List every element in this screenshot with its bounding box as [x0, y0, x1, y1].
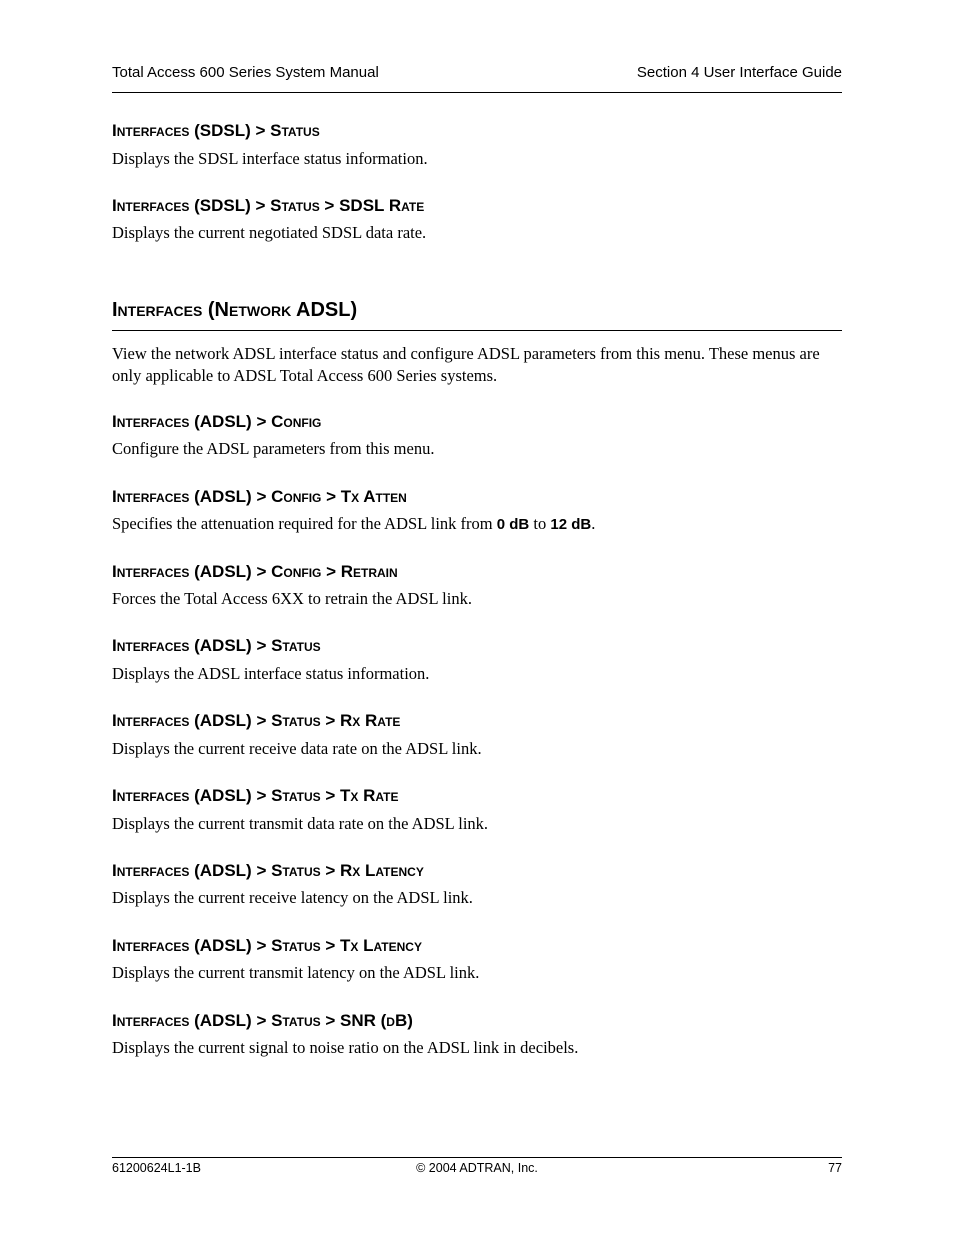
- section-heading: Interfaces (ADSL) > Config > Retrain: [112, 562, 398, 581]
- section-text: Displays the current receive latency on the ADSL link.: [112, 888, 473, 907]
- section-heading: Interfaces (ADSL) > Status > Tx Rate: [112, 786, 399, 805]
- min-attenuation-value: 0 dB: [496, 516, 530, 533]
- text-part: .: [591, 514, 596, 533]
- section-text: Displays the SDSL interface status information.: [112, 149, 428, 168]
- header-section-title: Section 4 User Interface Guide: [636, 64, 842, 81]
- section-text: Displays the ADSL interface status information.: [112, 664, 430, 683]
- text-part: to: [529, 514, 551, 533]
- section-heading: Interfaces (ADSL) > Status > Tx Latency: [112, 936, 422, 955]
- page-footer: [112, 1157, 842, 1179]
- text-part: Specifies the attenuation required for the ADSL link from: [112, 514, 497, 533]
- page-number: 77: [828, 1161, 842, 1175]
- section-text: Displays the current negotiated SDSL data rate.: [112, 223, 427, 242]
- section-text: Forces the Total Access 6XX to retrain the ADSL link.: [112, 589, 472, 608]
- header-manual-title: Total Access 600 Series System Manual: [112, 64, 379, 81]
- section-text: Configure the ADSL parameters from this menu.: [112, 439, 435, 458]
- section-heading: Interfaces (ADSL) > Config: [112, 412, 322, 431]
- section-text: Displays the current signal to noise ratio on the ADSL link in decibels.: [112, 1038, 579, 1057]
- section-heading: Interfaces (ADSL) > Config > Tx Atten: [112, 487, 407, 506]
- max-attenuation-value: 12 dB: [550, 516, 592, 533]
- section-heading: Interfaces (ADSL) > Status > Rx Rate: [112, 711, 401, 730]
- section-text: Displays the current receive data rate on the ADSL link.: [112, 739, 482, 758]
- section-heading: Interfaces (ADSL) > Status: [112, 636, 321, 655]
- section-text: Displays the current transmit data rate on the ADSL link.: [112, 814, 489, 833]
- section-text: [112, 513, 842, 536]
- section-heading: Interfaces (ADSL) > Status > Rx Latency: [112, 861, 424, 880]
- section-heading: Interfaces (SDSL) > Status > SDSL Rate: [112, 196, 425, 215]
- major-intro: View the network ADSL interface status and configure ADSL parameters from this menu. These menus are only applicable to ADSL Total Access 600 Series systems.: [112, 344, 820, 385]
- copyright: © 2004 ADTRAN, Inc.: [416, 1161, 538, 1175]
- section-heading: Interfaces (SDSL) > Status: [112, 121, 320, 140]
- section-heading: Interfaces (ADSL) > Status > SNR (dB): [112, 1011, 413, 1030]
- document-number: 61200624L1-1B: [112, 1161, 201, 1175]
- major-heading: Interfaces (Network ADSL): [112, 298, 842, 331]
- section-text: Displays the current transmit latency on the ADSL link.: [112, 963, 480, 982]
- page-header: [112, 64, 842, 93]
